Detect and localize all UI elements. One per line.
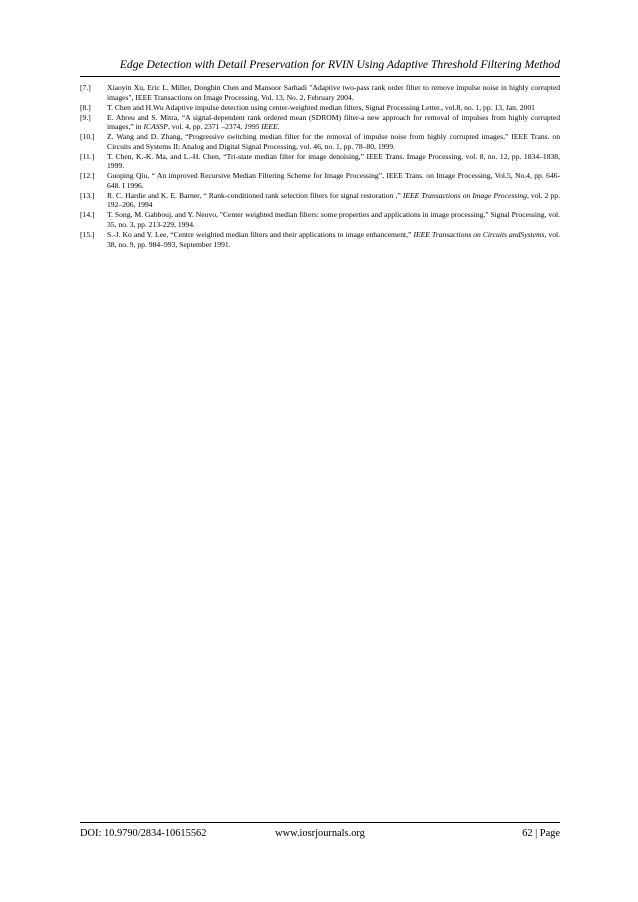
reference-segment: Z. Wang and D. Zhang, “Progressive switching median filter for the removal of impulse noise from highly corrupted images,” IEEE Trans. on Circuits and Systems II: Analog and Digital Signal Processing, vol. 46, no. 1, pp. 78–80, 1999. bbox=[107, 132, 560, 151]
reference-number: [8.] bbox=[80, 102, 91, 112]
running-header: Edge Detection with Detail Preservation for RVIN Using Adaptive Threshold Filtering Method bbox=[119, 58, 560, 71]
reference-item bbox=[80, 230, 560, 249]
reference-item bbox=[80, 83, 560, 102]
reference-item bbox=[80, 152, 560, 171]
footer-divider bbox=[80, 822, 560, 823]
reference-item bbox=[80, 171, 560, 190]
reference-segment: , vol. 4, pp. 2371 –2374, bbox=[167, 122, 245, 132]
reference-segment: T. Chen, K.-K. Ma, and L.-H. Chen, “Tri-state median filter for image denoising,” IEEE Trans. Image Processing, vol. 8, no. 12, pp. 1834–1838, 1999. bbox=[107, 151, 560, 171]
reference-text bbox=[107, 132, 560, 151]
page-footer bbox=[80, 827, 560, 841]
reference-item bbox=[80, 191, 560, 210]
reference-segment: . bbox=[277, 122, 280, 132]
reference-segment: , vol. 2 pp. 192–206, 1994 bbox=[107, 190, 560, 210]
reference-number: [12.] bbox=[80, 171, 95, 181]
reference-text bbox=[107, 171, 560, 190]
footer-website: www.iosrjournals.org bbox=[275, 828, 365, 839]
reference-text bbox=[107, 152, 560, 171]
reference-italic-segment: IEEE Transactions on Circuits andSystems bbox=[413, 230, 545, 240]
reference-list bbox=[80, 83, 560, 250]
reference-number: [14.] bbox=[80, 210, 95, 220]
reference-number: [15.] bbox=[80, 230, 95, 240]
reference-segment: E. Abreu and S. Mitra, “A signal-dependent rank ordered mean (SDROM) filter-a new approach for removal of impulses from highly corrupted images,” in bbox=[107, 112, 560, 132]
reference-number: [10.] bbox=[80, 132, 95, 142]
reference-segment: Guoping Qiu, “ An improved Recursive Median Filtering Scheme for Image Processing”, IEEE Trans. on Image Processing, Vol.5, No.4, pp. 646-648. I 1996. bbox=[107, 171, 560, 190]
reference-segment: T. Song, M. Gabbouj, and Y. Neuvo, "Center weighted median filters: some properties and applications in image processing," Signal Processing, vol. 35, no. 3, pp. 213-229, 1994. bbox=[107, 210, 560, 230]
reference-number: [13.] bbox=[80, 190, 95, 200]
reference-italic-segment: ICASSP bbox=[143, 122, 168, 132]
reference-item bbox=[80, 132, 560, 151]
reference-segment: T. Chen and H.Wu Adaptive impulse detection using center-weighted median filters, Signal Processing Letter., vol.8, no. 1, pp. 13, Jan. 2001 bbox=[107, 102, 535, 112]
reference-text bbox=[107, 230, 560, 249]
reference-segment: R. C. Hardie and K. E. Barner, “ Rank-conditioned rank selection filters for signal restoration ,” bbox=[107, 190, 403, 200]
reference-text bbox=[107, 210, 560, 229]
reference-italic-segment: 1995 IEEE bbox=[244, 122, 278, 132]
reference-text bbox=[107, 113, 560, 132]
header-divider bbox=[80, 76, 560, 77]
reference-segment: , vol. 38, no. 9, pp. 984–993, September 1991. bbox=[107, 230, 561, 249]
reference-item bbox=[80, 210, 560, 229]
footer-page-number: 62 | Page bbox=[522, 828, 560, 839]
reference-number: [9.] bbox=[80, 112, 91, 122]
reference-item bbox=[80, 103, 560, 113]
reference-segment: S.-J. Ko and Y. Lee, “Centre weighted median filters and their applications to image enhancement,” bbox=[107, 230, 414, 240]
reference-item bbox=[80, 113, 560, 132]
reference-number: [11.] bbox=[80, 151, 95, 161]
footer-doi: DOI: 10.9790/2834-10615562 bbox=[80, 828, 207, 839]
reference-text bbox=[107, 83, 560, 102]
reference-segment: Xiaoyin Xu, Eric L. Miller, Dongbin Chen and Mansoor Sarhadi "Adaptive two-pass rank order filter to remove impulse noise in highly corrupted images", IEEE Transactions on Image Processing, Vol. 13, No. 2, February 2004. bbox=[107, 83, 560, 102]
reference-italic-segment: IEEE Transactions on Image Processing bbox=[402, 190, 527, 200]
reference-text bbox=[107, 191, 560, 210]
reference-number: [7.] bbox=[80, 83, 91, 92]
reference-text bbox=[107, 103, 560, 113]
